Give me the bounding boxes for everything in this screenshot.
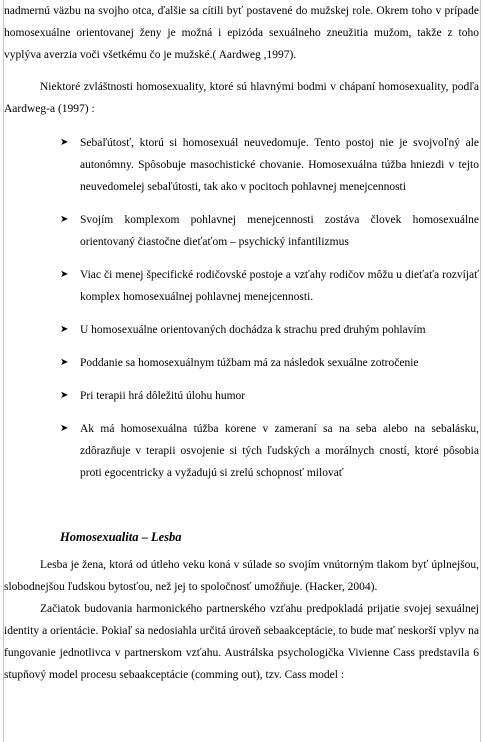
arrowhead-bullet-icon: ➤ [60, 269, 69, 280]
document-body [4, 0, 479, 686]
arrowhead-bullet-icon: ➤ [60, 137, 69, 148]
list-item: ➤ U homosexuálne orientovaných dochádza k strachu pred druhým pohlavím [4, 319, 479, 341]
characteristics-list [4, 132, 479, 484]
section-heading: Homosexualita – Lesba [60, 530, 182, 544]
arrowhead-bullet-icon: ➤ [60, 357, 69, 368]
arrowhead-bullet-icon: ➤ [60, 324, 69, 335]
arrowhead-bullet-icon: ➤ [60, 214, 69, 225]
paragraph-aardweg-father: nadmernú väzbu na svojho otca, ďalšie sa cítili byť postavené do mužskej role. Okrem toho v prípade homosexuálne orientovanej ženy je možná i epizóda sexuálneho zneužitia mužom, takže z toho vyplýva averzia voči všetkému čo je mužské.( Aardweg ,1997). [4, 5, 479, 61]
paragraph-partnership: Začiatok budovania harmonického partnerského vzťahu predpokladá prijatie svojej sexuálnej identity a orientácie. Pokiaľ sa nedosiahla určitá úroveň sebaakceptácie, to bude mať neskorší vplyv na fungovanie jednotlivca v partnerskom vzťahu. Austrálska psychologička Vivienne Cass predstavila 6 stupňový model procesu sebaakceptácie (comming out), tzv. Cass model : [4, 603, 479, 681]
list-item: ➤ Poddanie sa homosexuálnym túžbam má za následok sexuálne zotročenie [4, 352, 479, 374]
arrowhead-bullet-icon: ➤ [60, 423, 69, 434]
list-item: ➤ Viac či menej špecifické rodičovské postoje a vzťahy rodičov môžu u dieťaťa rozvíjať komplex homosexuálnej pohlavnej menejcennosti. [4, 264, 479, 308]
list-item: ➤ Sebaľútosť, ktorú si homosexuál neuvedomuje. Tento postoj nie je svojvoľný ale autonómny. Spôsobuje masochistické chovanie. Homosexuálna túžba hniezdi v tejto neuvedomelej sebaľútosti, tak ako v pocitoch pohlavnej menejcennosti [4, 132, 479, 198]
paragraph-characteristics-intro: Niektoré zvláštnosti homosexuality, ktoré sú hlavnými bodmi v chápaní homosexuality, podľa Aardweg-a (1997) : [4, 81, 479, 115]
list-item: ➤ Svojím komplexom pohlavnej menejcennosti zostáva človek homosexuálne orientovaný čiastočne dieťaťom – psychický infantilizmus [4, 209, 479, 253]
paragraph-lesba-definition: Lesba je žena, ktorá od útleho veku koná v súlade so svojím vnútorným tlakom byť úplnejšou, slobodnejšou ľudskou bytosťou, než jej to spoločnosť umožňuje. (Hacker, 2004). [4, 559, 479, 593]
list-item: ➤ Ak má homosexuálna túžba korene v zameraní sa na seba alebo na sebalásku, zdôrazňuje v terapii osvojenie si tých ľudských a morálnych cností, ktoré pôsobia proti egocentricky a vyžadujú si zrelú schopnosť milovať [4, 418, 479, 484]
list-item: ➤ Pri terapii hrá dôležitú úlohu humor [4, 385, 479, 407]
page-right-edge [480, 0, 481, 742]
arrowhead-bullet-icon: ➤ [60, 390, 69, 401]
